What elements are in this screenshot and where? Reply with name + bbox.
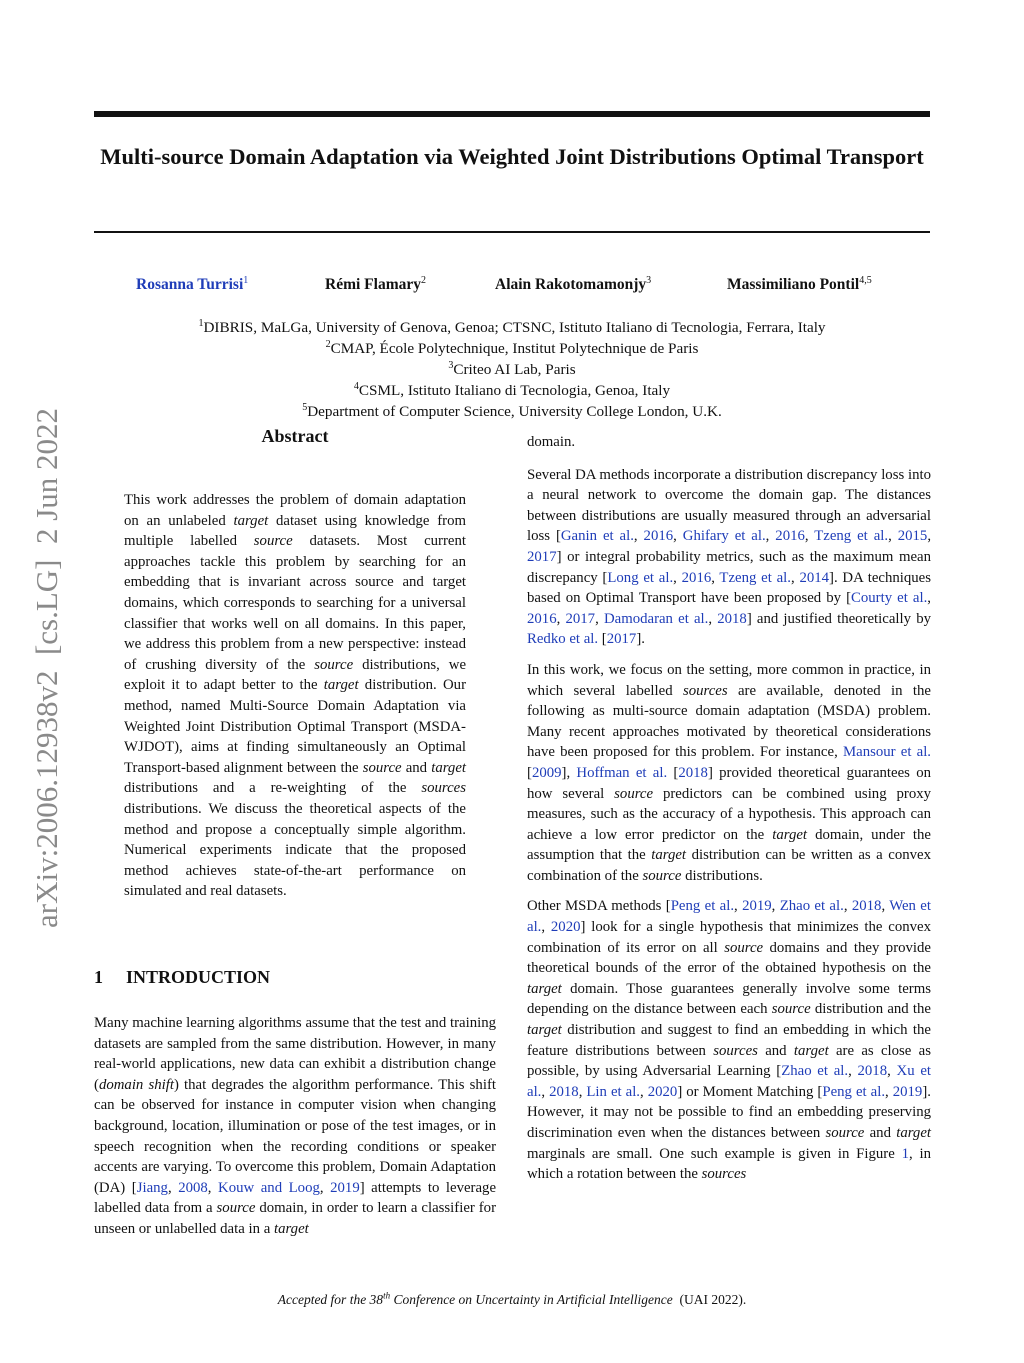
affiliation-2: $^2$CMAP, École Polytechnique, Institut Polytechnique de Paris (325, 338, 699, 357)
right-column (527, 432, 931, 1195)
citation-link[interactable]: 2018 (851, 898, 882, 915)
citation-link[interactable]: 2016 (527, 610, 557, 627)
abstract-text: This work addresses the problem of domain adaptation on an unlabeled target dataset using knowledge from multiple labelled source datasets. Most current approaches tackle this problem by searching for an embedding that is invariant across source and target domains, which corresponds to searching for a universal classifier that works well on all domains. In this paper, we address this problem from a new perspective: instead of crushing diversity of the source distributions, we exploit it to adapt better to the target distribution. Our method, named Multi-Source Domain Adaptation via Weighted Joint Distribution Optimal Transport (MSDA-WJDOT), aims at finding simultaneously an Optimal Transport-based alignment between the source and target distributions and a re-weighting of the sources distributions. We discuss the theoretical aspects of the method and propose a conceptually simple algorithm. Numerical experiments indicate that the proposed method achieves state-of-the-art performance on simulated and real datasets. (124, 492, 467, 900)
citation-link[interactable]: 2018 (549, 1083, 579, 1100)
author-turrisi[interactable]: Rosanna Turrisi$^1$ (136, 274, 249, 293)
citation-link[interactable]: 2017 (565, 610, 596, 627)
citation-link[interactable]: 2015 (897, 528, 928, 545)
citation-link[interactable]: 2017 (606, 631, 637, 648)
title-bottom-rule (94, 231, 930, 233)
citation-link[interactable]: Redko et al. (527, 631, 599, 648)
citation-link[interactable]: Ganin et al. (560, 528, 634, 545)
section-heading-introduction: 1 INTRODUCTION (94, 967, 271, 987)
author-list (0, 276, 1024, 298)
author-flamary: Rémi Flamary$^2$ (325, 274, 426, 293)
paragraph-da-methods: Several DA methods incorporate a distribution discrepancy loss into a neural network to overcome the domain gap. The distances between distributions are usually measured through an adversarial loss [Ganin et al., 2016, Ghifary et al., 2016, Tzeng et al., 2015, 2017] or integral probability metrics, such as the maximum mean discrepancy [Long et al., 2016, Tzeng et al., 2014]. DA techniques based on Optimal Transport have been proposed by [Courty et al., 2016, 2017, Damodaran et al., 2018] and justified theoretically by Redko et al. [2017]. (527, 466, 932, 648)
title-top-rule (94, 111, 930, 117)
conference-footer: Accepted for the 38th Conference on Uncertainty in Artificial Intelligence (UAI 2022). (277, 1290, 747, 1307)
citation-link[interactable]: 2018 (717, 610, 747, 627)
author-pontil: Massimiliano Pontil$^{4,5}$ (727, 274, 872, 293)
citation-link[interactable]: 2019 (892, 1083, 923, 1100)
affiliation-4: $^4$CSML, Istituto Italiano di Tecnologia, Genoa, Italy (353, 380, 671, 399)
paragraph-other-msda: Other MSDA methods [Peng et al., 2019, Zhao et al., 2018, Wen et al., 2020] look for a single hypothesis that minimizes the convex combination of its error on all source domains and they provide theoretical bounds of the error of the obtained hypothesis on the target domain. Those guarantees generally involve some terms depending on the distance between each source distribution and the target distribution and suggest to find an embedding in which the feature distributions between sources and target are as close as possible, by using Adversarial Learning [Zhao et al., 2018, Xu et al., 2018, Lin et al., 2020] or Moment Matching [Peng et al., 2019]. However, it may not be possible to find an embedding preserving discrimination even when the distances between source and target marginals are small. One such example is given in Figure 1, in which a rotation between the sources (527, 898, 931, 1183)
citation-link[interactable]: Tzeng et al. (814, 528, 889, 545)
citation-link[interactable]: 2016 (775, 528, 805, 545)
paragraph-msda-setting: In this work, we focus on the setting, more common in practice, in which several labelled sources are available, denoted in the following as multi-source domain adaptation (MSDA) problem. Many recent approaches motivated by theoretical considerations have been proposed for this problem. For instance, Mansour et al. [2009], Hoffman et al. [2018] provided theoretical guarantees on how several source predictors can be combined using proxy measures, such as the accuracy of a hypothesis. This approach can achieve a low error predictor on the target domain, under the assumption that the target distribution can be written as a convex combination of the source distributions. (527, 661, 932, 884)
arxiv-identifier: arXiv:2006.12938v2 [cs.LG] 2 Jun 2022 (29, 407, 64, 929)
citation-link[interactable]: Hoffman et al. (576, 764, 668, 781)
citation-link[interactable]: 2019 (330, 1179, 360, 1196)
affiliations (60, 317, 964, 422)
citation-link[interactable]: 2018 (678, 764, 708, 781)
citation-link[interactable]: Courty et al. (851, 590, 928, 607)
citation-link[interactable]: Peng et al. (670, 898, 735, 915)
citation-link[interactable]: 2009 (531, 764, 562, 781)
abstract-heading: Abstract (261, 426, 329, 446)
affiliation-3: $^3$Criteo AI Lab, Paris (448, 359, 576, 378)
citation-link[interactable]: Peng et al. (822, 1083, 886, 1100)
citation-link[interactable]: Tzeng et al. (719, 569, 791, 586)
citation-link[interactable]: Xu et al. (527, 1063, 931, 1100)
citation-link[interactable]: Long et al. (607, 569, 674, 586)
continued-text: domain. (527, 434, 576, 450)
figure-reference-link[interactable]: 1 (901, 1145, 909, 1162)
citation-link[interactable]: 2016 (643, 528, 674, 545)
citation-link[interactable]: Damodaran et al. (603, 610, 709, 627)
citation-link[interactable]: Wen et al. (527, 898, 931, 936)
author-rakotomamonjy: Alain Rakotomamonjy$^3$ (495, 274, 652, 293)
citation-link[interactable]: 2020 (647, 1083, 678, 1100)
citation-link[interactable]: Zhao et al. (781, 1063, 849, 1080)
citation-link[interactable]: Jiang (136, 1179, 168, 1196)
citation-link[interactable]: 2016 (681, 569, 712, 586)
citation-link[interactable]: Mansour et al. (842, 744, 931, 761)
citation-link[interactable]: 2018 (857, 1063, 888, 1080)
citation-link[interactable]: 2020 (550, 919, 581, 936)
citation-link[interactable]: 2019 (742, 898, 772, 915)
paper-title: Multi-source Domain Adaptation via Weighted Joint Distributions Optimal Transport (100, 144, 924, 169)
affiliation-5: $^5$Department of Computer Science, University College London, U.K. (302, 401, 722, 420)
citation-link[interactable]: 2017 (527, 548, 557, 565)
citation-link[interactable]: Lin et al. (586, 1083, 641, 1100)
citation-link[interactable]: 2008 (178, 1179, 208, 1196)
affiliation-1: $^1$DIBRIS, MaLGa, University of Genova, Genoa; CTSNC, Istituto Italiano di Tecnologia, Ferrara, Italy (198, 317, 826, 336)
introduction-paragraph: Many machine learning algorithms assume that the test and training datasets are sampled from the same distribution. However, in many real-world applications, new data can exhibit a distribution change (domain shift) that degrades the algorithm performance. This shift can be observed for instance in computer vision when changing background, location, illumination or pose of the test images, or in speech recognition when the recording conditions or speaker accents are varying. To overcome this problem, Domain Adaptation (DA) [Jiang, 2008, Kouw and Loog, 2019] attempts to leverage labelled data from a source domain, in order to learn a classifier for unseen or unlabelled data in a target (94, 1015, 497, 1237)
citation-link[interactable]: Zhao et al. (779, 898, 844, 915)
citation-link[interactable]: Kouw and Loog (218, 1179, 320, 1196)
citation-link[interactable]: Ghifary et al. (682, 528, 766, 545)
citation-link[interactable]: 2014 (799, 569, 830, 586)
